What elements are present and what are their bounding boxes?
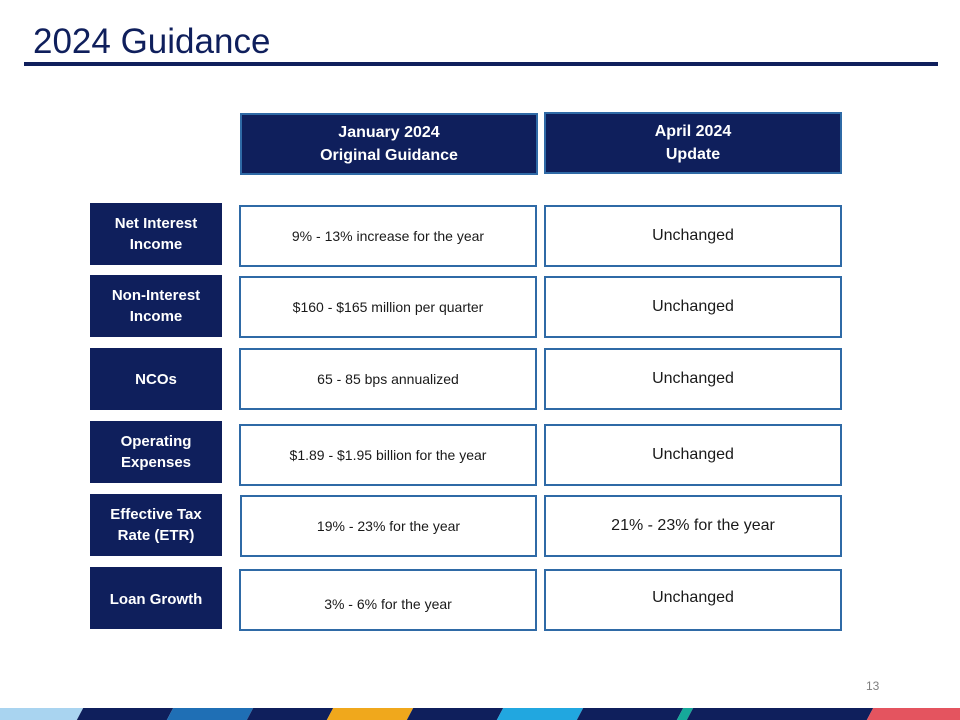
header-january-line2: Original Guidance (320, 147, 458, 164)
footer-stripe (867, 708, 960, 720)
footer-stripe (77, 708, 173, 720)
original-guidance-cell: $1.89 - $1.95 billion for the year (239, 424, 537, 486)
title-divider (24, 62, 938, 66)
row-label-operating-expenses (90, 421, 222, 483)
footer-stripe (687, 708, 873, 720)
row-label-effective-tax-rate (90, 494, 222, 556)
original-guidance-cell: 3% - 6% for the year (239, 569, 537, 631)
original-guidance-cell: 65 - 85 bps annualized (239, 348, 537, 410)
row-label-line1: Non-Interest (111, 287, 201, 304)
row-label-line1: Net Interest (114, 215, 198, 232)
update-cell: Unchanged (544, 348, 842, 410)
row-label-line2: Income (129, 308, 183, 325)
update-cell: 21% - 23% for the year (544, 495, 842, 557)
row-label-line1: Effective Tax (110, 506, 202, 523)
row-label-line2: Rate (ETR) (117, 527, 195, 544)
original-guidance-cell: 9% - 13% increase for the year (239, 205, 537, 267)
original-guidance-cell: $160 - $165 million per quarter (239, 276, 537, 338)
footer-stripe (0, 708, 83, 720)
footer-stripe (407, 708, 503, 720)
update-cell: Unchanged (544, 424, 842, 486)
update-cell: Unchanged (544, 569, 842, 631)
footer-stripe (327, 708, 413, 720)
header-april-line2: Update (665, 146, 721, 163)
footer-stripe (247, 708, 333, 720)
header-april-line1: April 2024 (654, 123, 732, 140)
footer-stripe (497, 708, 583, 720)
page-number: 13 (866, 679, 880, 693)
row-label-line1: Operating (120, 433, 192, 450)
row-label-line1: Loan Growth (109, 591, 203, 608)
update-cell: Unchanged (544, 205, 842, 267)
footer-stripe (577, 708, 683, 720)
slide-title: 2024 Guidance (33, 22, 271, 61)
row-label-ncos (90, 348, 222, 410)
update-cell: Unchanged (544, 276, 842, 338)
row-label-non-interest-income (90, 275, 222, 337)
header-april-update (544, 112, 842, 174)
header-january-line1: January 2024 (338, 124, 440, 141)
footer-stripe-band (0, 708, 960, 720)
footer-stripe (167, 708, 253, 720)
row-label-line2: Income (129, 236, 183, 253)
row-label-line1: NCOs (135, 370, 177, 388)
row-label-line2: Expenses (120, 454, 192, 471)
row-label-loan-growth (90, 567, 222, 629)
original-guidance-cell: 19% - 23% for the year (240, 495, 537, 557)
row-label-net-interest-income (90, 203, 222, 265)
header-january-original (240, 113, 538, 175)
